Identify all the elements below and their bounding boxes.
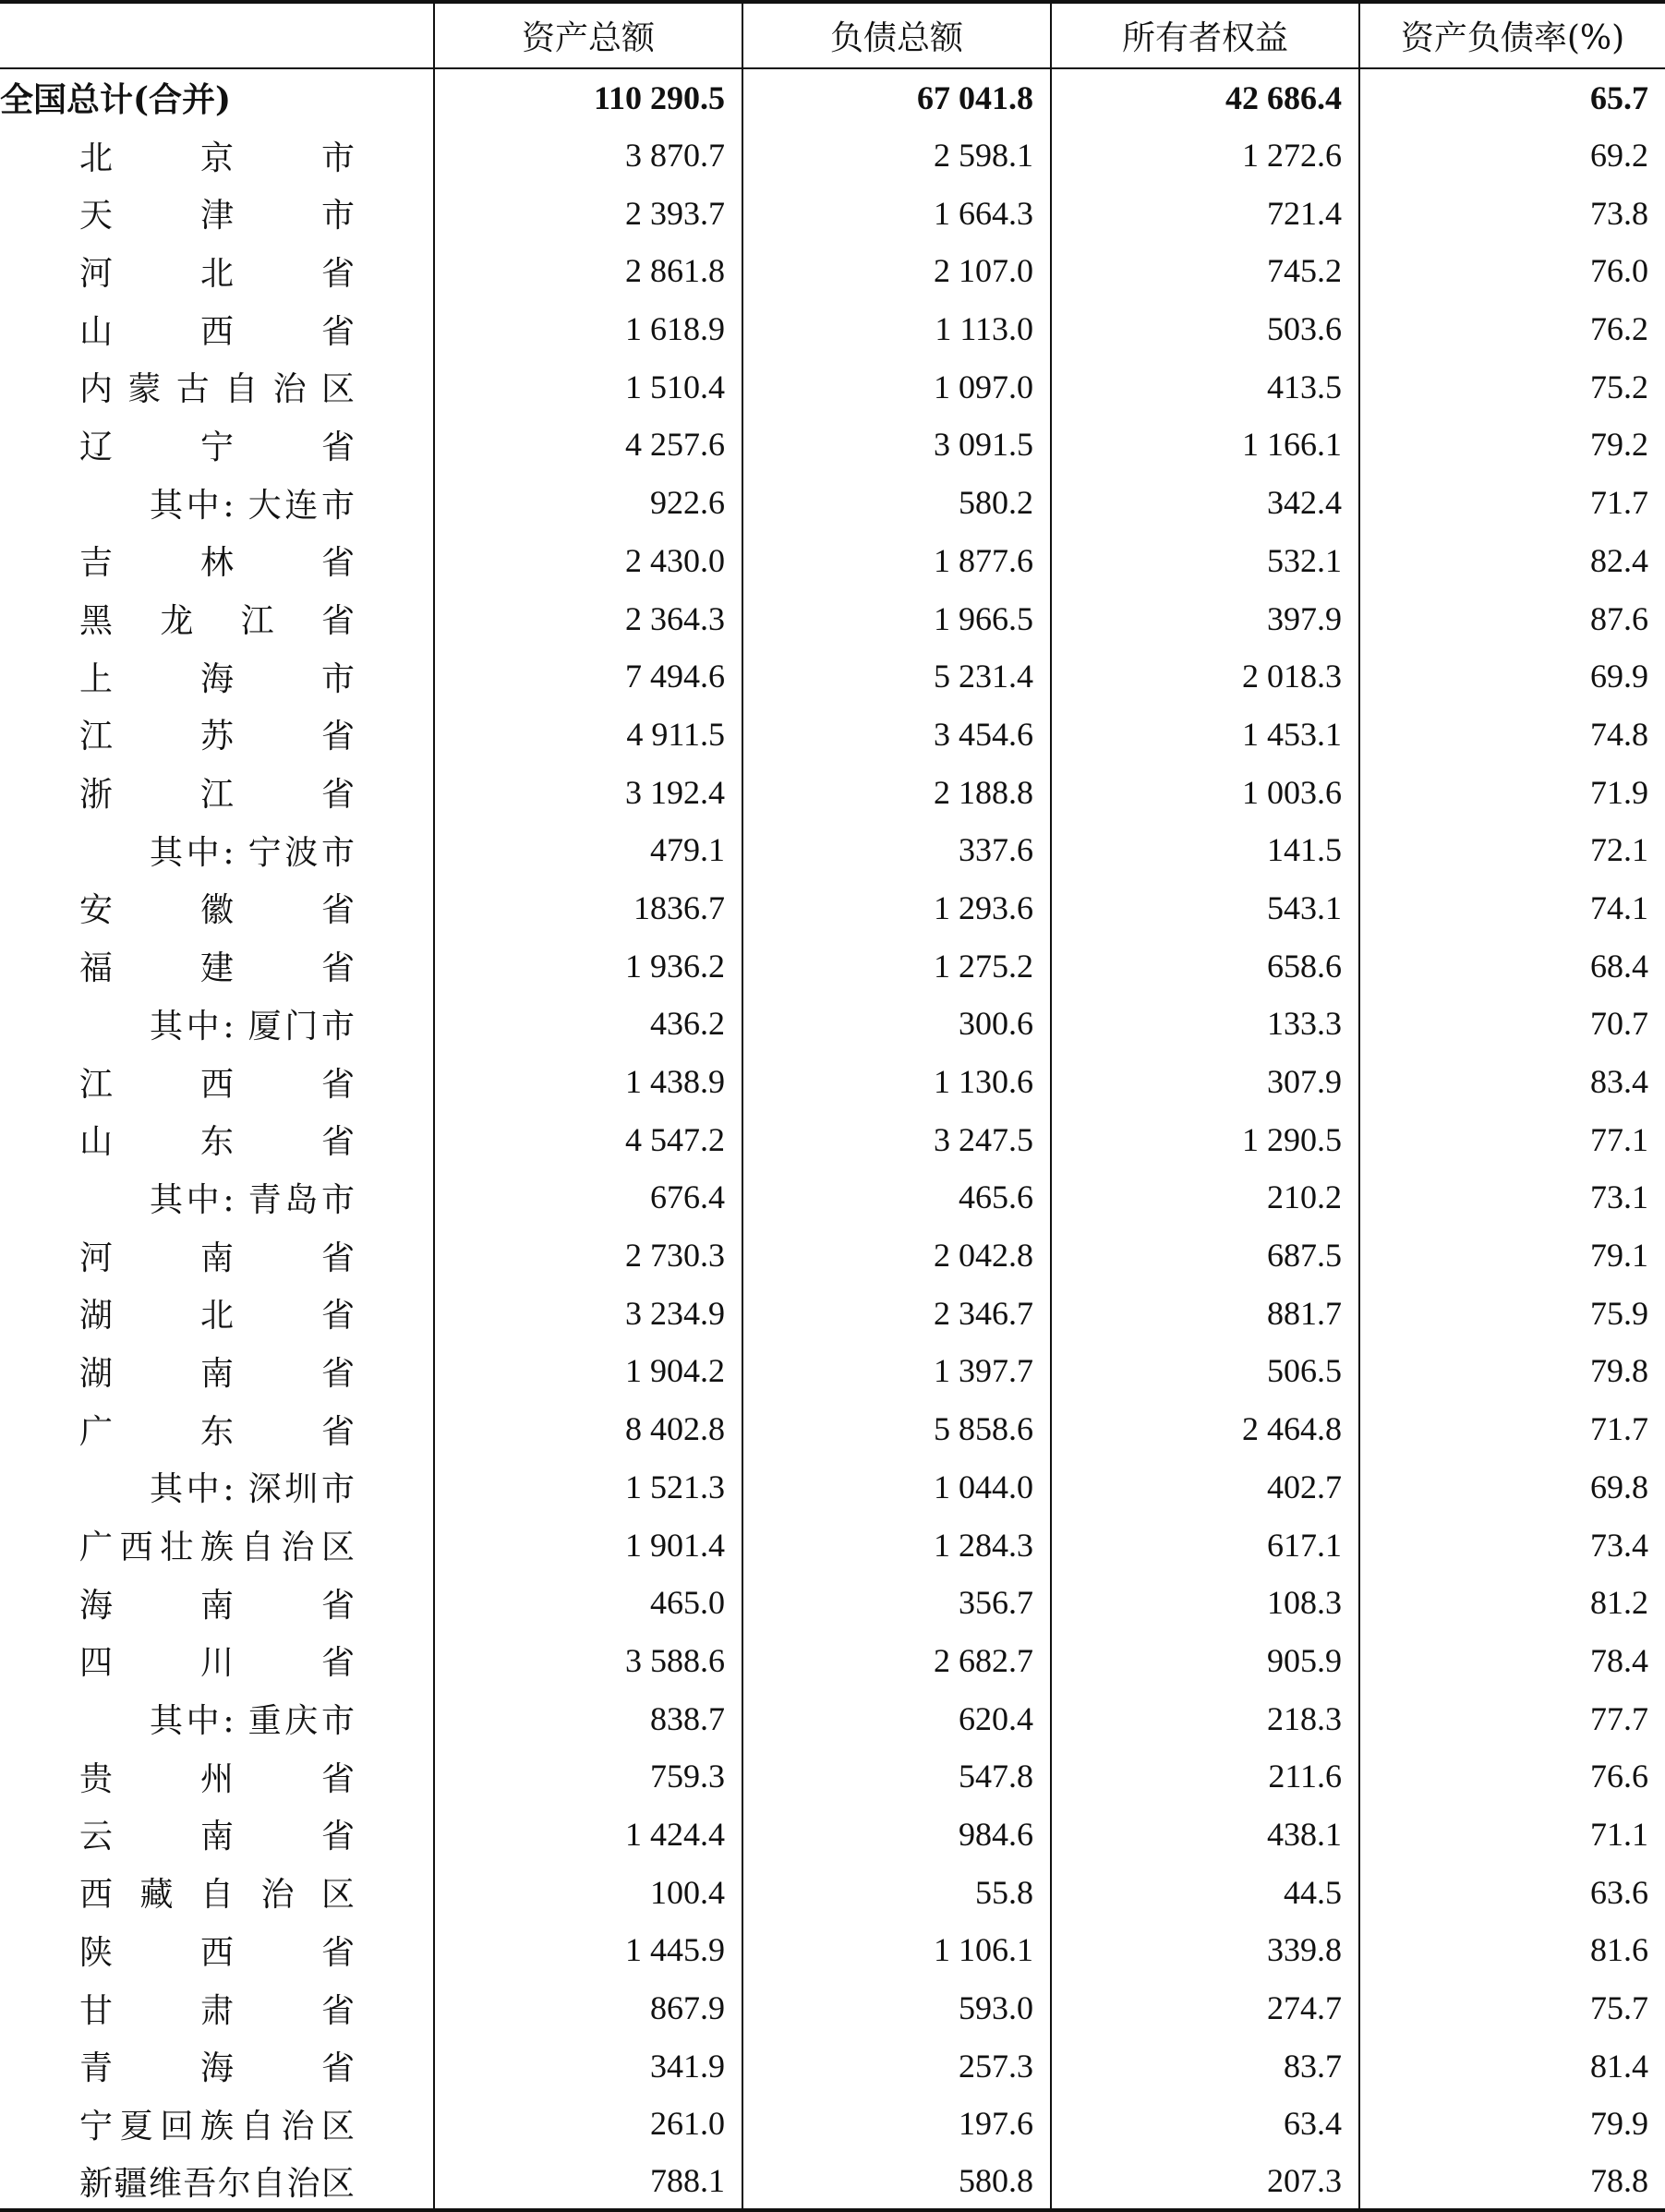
total-liabilities-cell: 620.4	[742, 1689, 1051, 1747]
owners-equity-cell: 2 018.3	[1051, 647, 1359, 706]
total-liabilities-cell: 2 598.1	[742, 127, 1051, 185]
total-liabilities-cell: 3 091.5	[742, 416, 1051, 474]
total-assets-cell: 4 547.2	[434, 1110, 742, 1168]
region-cell	[0, 357, 434, 416]
region-name: 内蒙古自治区	[79, 370, 355, 409]
total-liabilities-cell: 1 877.6	[742, 532, 1051, 590]
total-assets-cell: 1 510.4	[434, 357, 742, 416]
header-total-liabilities: 负债总额	[742, 2, 1051, 68]
total-liabilities-cell: 593.0	[742, 1979, 1051, 2037]
debt-ratio-cell: 70.7	[1359, 995, 1665, 1053]
region-name: 其中: 厦门市	[150, 1007, 355, 1046]
region-cell	[0, 2153, 434, 2211]
table-row	[0, 184, 1665, 242]
owners-equity-cell: 44.5	[1051, 1863, 1359, 1921]
total-liabilities-cell: 984.6	[742, 1806, 1051, 1864]
owners-equity-cell: 218.3	[1051, 1689, 1359, 1747]
region-cell	[0, 1806, 434, 1864]
total-assets-cell: 7 494.6	[434, 647, 742, 706]
debt-ratio-cell: 75.9	[1359, 1284, 1665, 1342]
debt-ratio-cell: 79.1	[1359, 1227, 1665, 1285]
total-liabilities-cell: 5 231.4	[742, 647, 1051, 706]
table-row	[0, 357, 1665, 416]
debt-ratio-cell: 71.9	[1359, 763, 1665, 821]
region-cell	[0, 2095, 434, 2153]
region-name: 其中: 宁波市	[150, 833, 355, 872]
table-row	[0, 1168, 1665, 1227]
debt-ratio-cell: 76.6	[1359, 1747, 1665, 1806]
owners-equity-cell: 210.2	[1051, 1168, 1359, 1227]
region-name: 黑龙江省	[79, 602, 355, 641]
table-row	[0, 2095, 1665, 2153]
region-cell	[0, 1284, 434, 1342]
total-assets-cell: 100.4	[434, 1863, 742, 1921]
total-assets-cell: 1 424.4	[434, 1806, 742, 1864]
total-liabilities-cell: 197.6	[742, 2095, 1051, 2153]
total-assets-cell: 1836.7	[434, 879, 742, 937]
total-assets-cell: 4 911.5	[434, 706, 742, 764]
region-name: 江苏省	[79, 718, 355, 756]
total-liabilities-cell: 1 130.6	[742, 1053, 1051, 1111]
table-row	[0, 1342, 1665, 1400]
total-liabilities-cell: 1 113.0	[742, 300, 1051, 358]
total-assets-cell: 2 430.0	[434, 532, 742, 590]
region-cell	[0, 1110, 434, 1168]
region-name: 湖南省	[79, 1354, 355, 1393]
region-cell	[0, 300, 434, 358]
total-assets-cell: 3 588.6	[434, 1632, 742, 1690]
table-row	[0, 1863, 1665, 1921]
total-assets-cell: 3 234.9	[434, 1284, 742, 1342]
table-row	[0, 242, 1665, 300]
region-cell	[0, 532, 434, 590]
region-cell	[0, 821, 434, 879]
total-assets-cell: 1 521.3	[434, 1458, 742, 1517]
debt-ratio-cell: 69.8	[1359, 1458, 1665, 1517]
table-row	[0, 763, 1665, 821]
total-liabilities-cell: 1 293.6	[742, 879, 1051, 937]
owners-equity-cell: 745.2	[1051, 242, 1359, 300]
region-cell	[0, 242, 434, 300]
table-row	[0, 1921, 1665, 1979]
region-name: 福建省	[79, 949, 355, 988]
total-assets-cell: 922.6	[434, 474, 742, 532]
region-name: 西藏自治区	[79, 1876, 355, 1915]
total-liabilities-cell: 2 346.7	[742, 1284, 1051, 1342]
region-cell	[0, 474, 434, 532]
owners-equity-cell: 211.6	[1051, 1747, 1359, 1806]
region-cell	[0, 68, 434, 127]
owners-equity-cell: 687.5	[1051, 1227, 1359, 1285]
total-assets-cell: 8 402.8	[434, 1400, 742, 1458]
total-assets-cell: 1 445.9	[434, 1921, 742, 1979]
debt-ratio-cell: 81.6	[1359, 1921, 1665, 1979]
owners-equity-cell: 413.5	[1051, 357, 1359, 416]
region-cell	[0, 1574, 434, 1632]
region-name: 浙江省	[79, 776, 355, 815]
total-assets-cell: 2 393.7	[434, 184, 742, 242]
region-cell	[0, 647, 434, 706]
debt-ratio-cell: 65.7	[1359, 68, 1665, 127]
region-cell	[0, 1689, 434, 1747]
total-assets-cell: 1 618.9	[434, 300, 742, 358]
owners-equity-cell: 108.3	[1051, 1574, 1359, 1632]
owners-equity-cell: 721.4	[1051, 184, 1359, 242]
region-name: 全国总计(合并)	[0, 80, 232, 120]
region-name: 广东省	[79, 1412, 355, 1451]
debt-ratio-cell: 68.4	[1359, 937, 1665, 995]
region-cell	[0, 2037, 434, 2095]
total-assets-cell: 261.0	[434, 2095, 742, 2153]
region-name: 安徽省	[79, 891, 355, 930]
region-name: 河南省	[79, 1239, 355, 1277]
total-liabilities-cell: 55.8	[742, 1863, 1051, 1921]
region-cell	[0, 1921, 434, 1979]
region-name: 广西壮族自治区	[79, 1529, 355, 1567]
table-row	[0, 1284, 1665, 1342]
table-row	[0, 1806, 1665, 1864]
table-row	[0, 1227, 1665, 1285]
owners-equity-cell: 42 686.4	[1051, 68, 1359, 127]
region-cell	[0, 1863, 434, 1921]
total-liabilities-cell: 1 275.2	[742, 937, 1051, 995]
owners-equity-cell: 1 003.6	[1051, 763, 1359, 821]
total-liabilities-cell: 1 966.5	[742, 589, 1051, 647]
debt-ratio-cell: 78.8	[1359, 2153, 1665, 2211]
debt-ratio-cell: 63.6	[1359, 1863, 1665, 1921]
table-row	[0, 416, 1665, 474]
table-row	[0, 821, 1665, 879]
debt-ratio-cell: 81.4	[1359, 2037, 1665, 2095]
region-name: 贵州省	[79, 1759, 355, 1798]
table-row	[0, 1632, 1665, 1690]
region-name: 云南省	[79, 1818, 355, 1856]
region-name: 山东省	[79, 1123, 355, 1162]
debt-ratio-cell: 71.7	[1359, 1400, 1665, 1458]
total-assets-cell: 676.4	[434, 1168, 742, 1227]
region-name: 山西省	[79, 312, 355, 351]
table-row	[0, 706, 1665, 764]
table-row	[0, 2037, 1665, 2095]
table-row	[0, 1458, 1665, 1517]
table-row	[0, 995, 1665, 1053]
region-name: 江西省	[79, 1065, 355, 1104]
total-assets-cell: 2 861.8	[434, 242, 742, 300]
total-liabilities-cell: 1 044.0	[742, 1458, 1051, 1517]
total-liabilities-cell: 300.6	[742, 995, 1051, 1053]
region-cell	[0, 937, 434, 995]
region-cell	[0, 1632, 434, 1690]
owners-equity-cell: 141.5	[1051, 821, 1359, 879]
owners-equity-cell: 133.3	[1051, 995, 1359, 1053]
region-name: 青海省	[79, 2049, 355, 2088]
total-assets-cell: 110 290.5	[434, 68, 742, 127]
total-assets-cell: 479.1	[434, 821, 742, 879]
region-cell	[0, 706, 434, 764]
debt-ratio-cell: 82.4	[1359, 532, 1665, 590]
total-assets-cell: 1 936.2	[434, 937, 742, 995]
region-cell	[0, 763, 434, 821]
owners-equity-cell: 881.7	[1051, 1284, 1359, 1342]
total-liabilities-cell: 1 284.3	[742, 1516, 1051, 1574]
owners-equity-cell: 532.1	[1051, 532, 1359, 590]
region-cell	[0, 1227, 434, 1285]
debt-ratio-cell: 72.1	[1359, 821, 1665, 879]
total-assets-cell: 341.9	[434, 2037, 742, 2095]
table-row	[0, 1979, 1665, 2037]
table-row	[0, 1400, 1665, 1458]
total-liabilities-cell: 1 664.3	[742, 184, 1051, 242]
total-assets-cell: 436.2	[434, 995, 742, 1053]
total-liabilities-cell: 3 454.6	[742, 706, 1051, 764]
owners-equity-cell: 543.1	[1051, 879, 1359, 937]
region-name: 其中: 大连市	[150, 486, 355, 525]
owners-equity-cell: 307.9	[1051, 1053, 1359, 1111]
region-name: 上海市	[79, 659, 355, 698]
debt-ratio-cell: 69.2	[1359, 127, 1665, 185]
debt-ratio-cell: 79.2	[1359, 416, 1665, 474]
owners-equity-cell: 438.1	[1051, 1806, 1359, 1864]
owners-equity-cell: 658.6	[1051, 937, 1359, 995]
debt-ratio-cell: 78.4	[1359, 1632, 1665, 1690]
region-cell	[0, 416, 434, 474]
total-assets-cell: 465.0	[434, 1574, 742, 1632]
table-row	[0, 127, 1665, 185]
region-name: 宁夏回族自治区	[79, 2107, 355, 2146]
total-liabilities-cell: 2 682.7	[742, 1632, 1051, 1690]
table-row	[0, 1516, 1665, 1574]
owners-equity-cell: 1 290.5	[1051, 1110, 1359, 1168]
table-header	[0, 2, 1665, 68]
region-name: 河北省	[79, 254, 355, 293]
table-row	[0, 1574, 1665, 1632]
total-assets-cell: 788.1	[434, 2153, 742, 2211]
debt-ratio-cell: 73.8	[1359, 184, 1665, 242]
total-assets-cell: 1 904.2	[434, 1342, 742, 1400]
region-name: 辽宁省	[79, 428, 355, 466]
region-name: 吉林省	[79, 544, 355, 583]
total-liabilities-cell: 1 106.1	[742, 1921, 1051, 1979]
debt-ratio-cell: 74.1	[1359, 879, 1665, 937]
owners-equity-cell: 342.4	[1051, 474, 1359, 532]
owners-equity-cell: 1 166.1	[1051, 416, 1359, 474]
total-liabilities-cell: 3 247.5	[742, 1110, 1051, 1168]
owners-equity-cell: 402.7	[1051, 1458, 1359, 1517]
debt-ratio-cell: 81.2	[1359, 1574, 1665, 1632]
owners-equity-cell: 1 453.1	[1051, 706, 1359, 764]
region-name: 天津市	[79, 197, 355, 236]
region-name: 新疆维吾尔自治区	[79, 2164, 355, 2203]
total-assets-cell: 1 901.4	[434, 1516, 742, 1574]
region-cell	[0, 1053, 434, 1111]
region-cell	[0, 1342, 434, 1400]
region-name: 其中: 深圳市	[150, 1470, 355, 1509]
total-liabilities-cell: 356.7	[742, 1574, 1051, 1632]
total-liabilities-cell: 257.3	[742, 2037, 1051, 2095]
region-name: 北京市	[79, 139, 355, 177]
table-row	[0, 2153, 1665, 2211]
total-assets-cell: 2 364.3	[434, 589, 742, 647]
debt-ratio-cell: 77.1	[1359, 1110, 1665, 1168]
total-assets-cell: 759.3	[434, 1747, 742, 1806]
region-cell	[0, 995, 434, 1053]
region-cell	[0, 589, 434, 647]
debt-ratio-cell: 75.2	[1359, 357, 1665, 416]
header-owners-equity: 所有者权益	[1051, 2, 1359, 68]
region-name: 四川省	[79, 1644, 355, 1683]
total-assets-cell: 4 257.6	[434, 416, 742, 474]
region-cell	[0, 1400, 434, 1458]
total-assets-cell: 3 192.4	[434, 763, 742, 821]
header-row	[0, 2, 1665, 68]
header-debt-ratio: 资产负债率(%)	[1359, 2, 1665, 68]
debt-ratio-cell: 76.2	[1359, 300, 1665, 358]
debt-ratio-cell: 83.4	[1359, 1053, 1665, 1111]
debt-ratio-cell: 69.9	[1359, 647, 1665, 706]
region-cell	[0, 1516, 434, 1574]
debt-ratio-cell: 87.6	[1359, 589, 1665, 647]
total-liabilities-cell: 580.8	[742, 2153, 1051, 2211]
owners-equity-cell: 339.8	[1051, 1921, 1359, 1979]
header-region	[0, 2, 434, 68]
region-name: 其中: 青岛市	[150, 1180, 355, 1219]
region-cell	[0, 1747, 434, 1806]
total-assets-cell: 2 730.3	[434, 1227, 742, 1285]
total-liabilities-cell: 2 188.8	[742, 763, 1051, 821]
owners-equity-cell: 274.7	[1051, 1979, 1359, 2037]
table-row	[0, 647, 1665, 706]
region-name: 甘肃省	[79, 1991, 355, 2030]
table-row	[0, 1689, 1665, 1747]
total-assets-cell: 3 870.7	[434, 127, 742, 185]
table-row	[0, 879, 1665, 937]
total-liabilities-cell: 5 858.6	[742, 1400, 1051, 1458]
debt-ratio-cell: 71.7	[1359, 474, 1665, 532]
region-name: 陕西省	[79, 1933, 355, 1972]
table-row	[0, 937, 1665, 995]
region-name: 海南省	[79, 1586, 355, 1625]
debt-ratio-cell: 79.9	[1359, 2095, 1665, 2153]
owners-equity-cell: 503.6	[1051, 300, 1359, 358]
debt-ratio-cell: 74.8	[1359, 706, 1665, 764]
debt-ratio-cell: 73.4	[1359, 1516, 1665, 1574]
owners-equity-cell: 506.5	[1051, 1342, 1359, 1400]
table-row	[0, 474, 1665, 532]
region-name: 湖北省	[79, 1297, 355, 1336]
debt-ratio-cell: 75.7	[1359, 1979, 1665, 2037]
total-assets-cell: 838.7	[434, 1689, 742, 1747]
table-row	[0, 1053, 1665, 1111]
debt-ratio-cell: 71.1	[1359, 1806, 1665, 1864]
owners-equity-cell: 905.9	[1051, 1632, 1359, 1690]
table-row	[0, 532, 1665, 590]
total-liabilities-cell: 1 397.7	[742, 1342, 1051, 1400]
table-row	[0, 1110, 1665, 1168]
owners-equity-cell: 1 272.6	[1051, 127, 1359, 185]
region-cell	[0, 1168, 434, 1227]
table-body	[0, 68, 1665, 2210]
debt-ratio-cell: 77.7	[1359, 1689, 1665, 1747]
region-cell	[0, 879, 434, 937]
total-liabilities-cell: 580.2	[742, 474, 1051, 532]
owners-equity-cell: 207.3	[1051, 2153, 1359, 2211]
total-assets-cell: 1 438.9	[434, 1053, 742, 1111]
region-name: 其中: 重庆市	[150, 1702, 355, 1741]
total-liabilities-cell: 337.6	[742, 821, 1051, 879]
total-liabilities-cell: 1 097.0	[742, 357, 1051, 416]
table-row	[0, 589, 1665, 647]
owners-equity-cell: 83.7	[1051, 2037, 1359, 2095]
debt-ratio-cell: 79.8	[1359, 1342, 1665, 1400]
owners-equity-cell: 397.9	[1051, 589, 1359, 647]
table-row	[0, 1747, 1665, 1806]
region-cell	[0, 1979, 434, 2037]
total-liabilities-cell: 547.8	[742, 1747, 1051, 1806]
region-cell	[0, 1458, 434, 1517]
table-row	[0, 300, 1665, 358]
total-liabilities-cell: 465.6	[742, 1168, 1051, 1227]
header-total-assets: 资产总额	[434, 2, 742, 68]
total-assets-cell: 867.9	[434, 1979, 742, 2037]
total-liabilities-cell: 2 107.0	[742, 242, 1051, 300]
owners-equity-cell: 2 464.8	[1051, 1400, 1359, 1458]
owners-equity-cell: 63.4	[1051, 2095, 1359, 2153]
total-liabilities-cell: 2 042.8	[742, 1227, 1051, 1285]
region-cell	[0, 184, 434, 242]
total-row	[0, 68, 1665, 127]
debt-ratio-cell: 76.0	[1359, 242, 1665, 300]
region-cell	[0, 127, 434, 185]
total-liabilities-cell: 67 041.8	[742, 68, 1051, 127]
owners-equity-cell: 617.1	[1051, 1516, 1359, 1574]
debt-ratio-cell: 73.1	[1359, 1168, 1665, 1227]
